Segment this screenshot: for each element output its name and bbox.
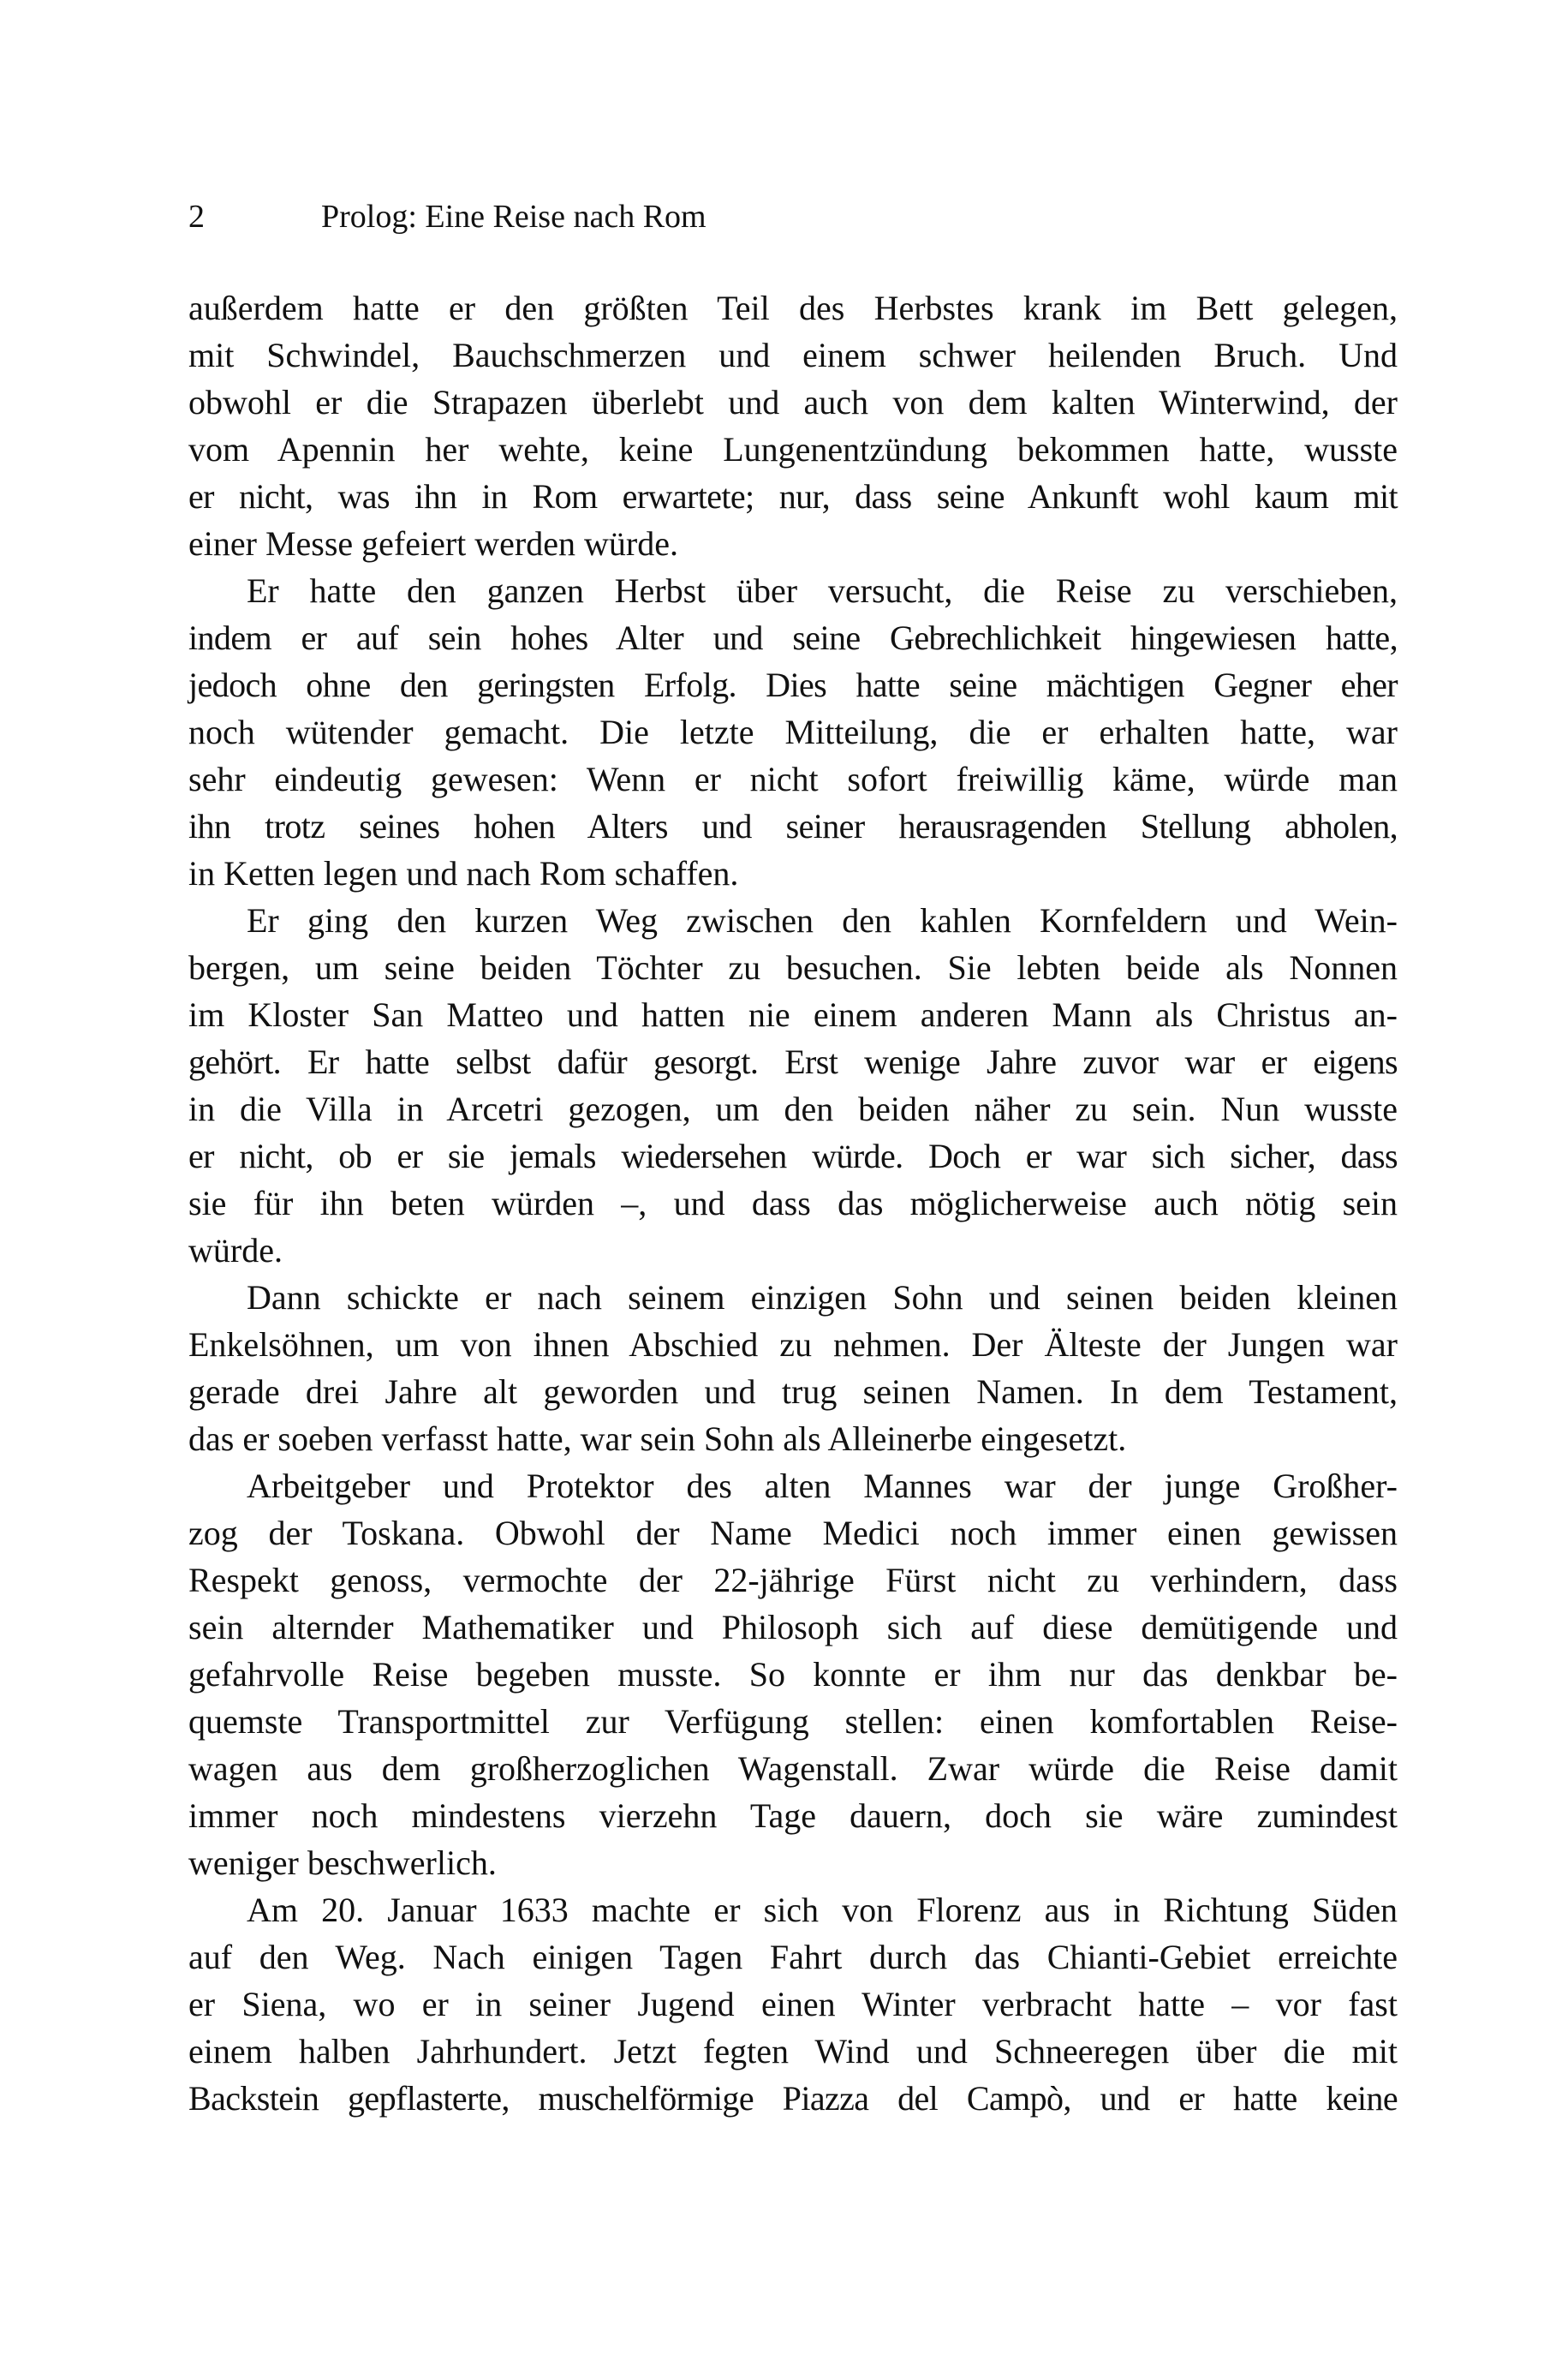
paragraph [188,1886,1398,2122]
chapter-title: Prolog: Eine Reise nach Rom [321,199,706,235]
text-line: sehr eindeutig gewesen: Wenn er nicht sofort freiwillig käme, würde man [188,760,1398,798]
text-line: in die Villa in Arcetri gezogen, um den beiden näher zu sein. Nun wusste [188,1090,1398,1128]
text-line: indem er auf sein hohes Alter und seine Gebrechlichkeit hingewiesen hatte, [188,618,1398,657]
text-line: außerdem hatte er den größten Teil des Herbstes krank im Bett gelegen, [188,289,1398,327]
text-line: Am 20. Januar 1633 machte er sich von Florenz aus in Richtung Süden [247,1891,1398,1929]
paragraph [188,1462,1398,1886]
running-header [188,194,1398,241]
text-line: gehört. Er hatte selbst dafür gesorgt. Erst wenige Jahre zuvor war er eigens [188,1043,1398,1081]
text-line: mit Schwindel, Bauchschmerzen und einem schwer heilenden Bruch. Und [188,336,1398,374]
text-line: einem halben Jahrhundert. Jetzt fegten Wind und Schneeregen über die mit [188,2032,1398,2070]
text-line: er nicht, was ihn in Rom erwartete; nur, dass seine Ankunft wohl kaum mit [188,477,1398,516]
text-line: würde. [188,1231,283,1270]
text-line: quemste Transportmittel zur Verfügung stellen: einen komfortablen Reise- [188,1702,1398,1741]
text-line: Er ging den kurzen Weg zwischen den kahlen Kornfeldern und Wein- [247,901,1398,940]
text-line: Enkelsöhnen, um von ihnen Abschied zu nehmen. Der Älteste der Jungen war [188,1325,1398,1364]
text-line: obwohl er die Strapazen überlebt und auch von dem kalten Winterwind, der [188,383,1398,421]
text-line: weniger beschwerlich. [188,1843,497,1882]
paragraph [188,1274,1398,1462]
text-line: auf den Weg. Nach einigen Tagen Fahrt durch das Chianti-Gebiet erreichte [188,1938,1398,1976]
text-line: in Ketten legen und nach Rom schaffen. [188,854,739,893]
text-line: er nicht, ob er sie jemals wiedersehen würde. Doch er war sich sicher, dass [188,1137,1398,1175]
text-line: Arbeitgeber und Protektor des alten Mannes war der junge Großher- [247,1467,1398,1505]
text-line: noch wütender gemacht. Die letzte Mitteilung, die er erhalten hatte, war [188,713,1398,751]
text-line: er Siena, wo er in seiner Jugend einen Winter verbracht hatte – vor fast [188,1985,1398,2023]
text-line: ihn trotz seines hohen Alters und seiner herausragenden Stellung abholen, [188,807,1398,845]
text-line: sein alternder Mathematiker und Philosoph sich auf diese demütigende und [188,1608,1398,1646]
paragraph [188,284,1398,567]
paragraph [188,567,1398,897]
text-line: gerade drei Jahre alt geworden und trug seinen Namen. In dem Testament, [188,1372,1398,1411]
text-line: das er soeben verfasst hatte, war sein Sohn als Alleinerbe eingesetzt. [188,1419,1127,1458]
page-number: 2 [188,199,205,235]
text-line: Dann schickte er nach seinem einzigen Sohn und seinen beiden kleinen [247,1278,1398,1317]
text-line: Respekt genoss, vermochte der 22-jährige Fürst nicht zu verhindern, dass [188,1561,1398,1599]
text-line: bergen, um seine beiden Töchter zu besuchen. Sie lebten beide als Nonnen [188,948,1398,987]
text-line: einer Messe gefeiert werden würde. [188,524,678,563]
text-line: im Kloster San Matteo und hatten nie einem anderen Mann als Christus an- [188,995,1398,1034]
text-line: vom Apennin her wehte, keine Lungenentzündung bekommen hatte, wusste [188,430,1398,469]
text-line: zog der Toskana. Obwohl der Name Medici noch immer einen gewissen [188,1514,1398,1552]
text-line: gefahrvolle Reise begeben musste. So konnte er ihm nur das denkbar be- [188,1655,1398,1694]
body-text [188,284,1398,2122]
text-line: Backstein gepflasterte, muschelförmige Piazza del Campò, und er hatte keine [188,2079,1398,2118]
text-line: sie für ihn beten würden –, und dass das möglicherweise auch nötig sein [188,1184,1398,1222]
text-line: wagen aus dem großherzoglichen Wagenstall. Zwar würde die Reise damit [188,1749,1398,1788]
text-line: jedoch ohne den geringsten Erfolg. Dies hatte seine mächtigen Gegner eher [188,666,1398,704]
paragraph [188,897,1398,1274]
text-line: immer noch mindestens vierzehn Tage dauern, doch sie wäre zumindest [188,1796,1398,1835]
text-line: Er hatte den ganzen Herbst über versucht, die Reise zu verschieben, [247,571,1398,610]
